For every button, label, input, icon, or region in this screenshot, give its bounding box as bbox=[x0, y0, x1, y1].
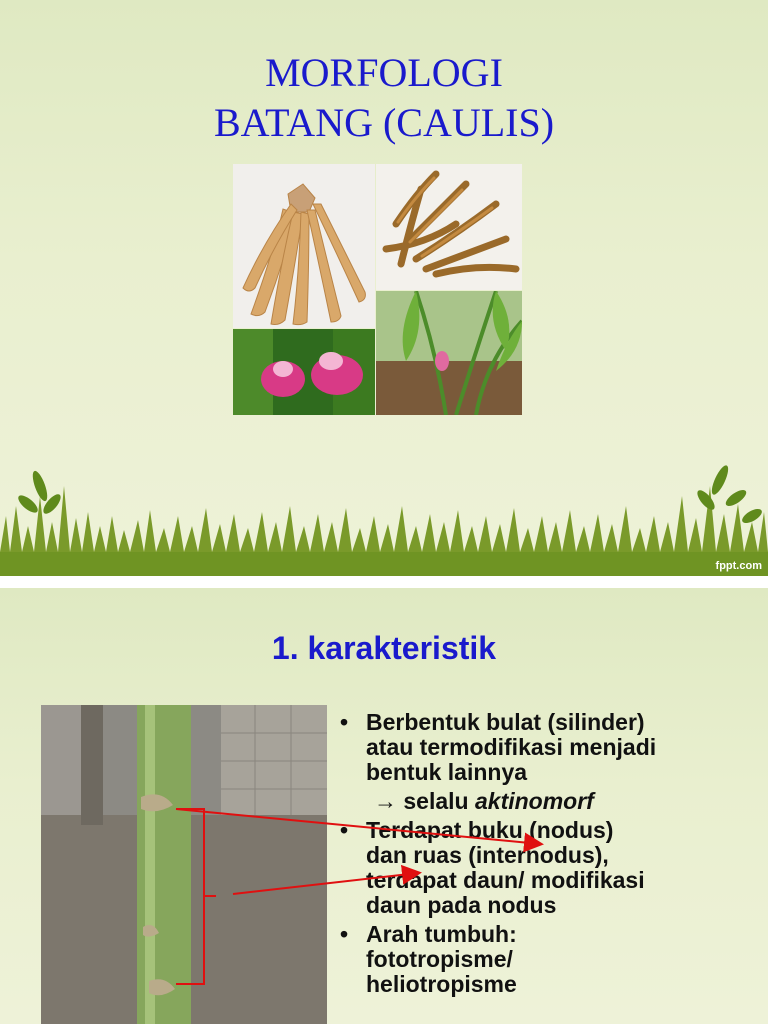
bullet-line: Arah tumbuh: bbox=[366, 921, 517, 947]
bullet-growth bbox=[338, 922, 758, 997]
bullet-line: heliotropisme bbox=[366, 971, 517, 997]
stem-photo bbox=[41, 705, 327, 1024]
grass-decoration bbox=[0, 456, 768, 576]
sub-point bbox=[338, 789, 758, 814]
bullet-line: dan ruas (internodus), bbox=[366, 842, 609, 868]
title-line-2: BATANG (CAULIS) bbox=[213, 100, 555, 145]
slide-title bbox=[0, 48, 768, 148]
title-line-1: MORFOLOGI bbox=[265, 50, 503, 95]
arrow-right-icon: → bbox=[374, 788, 397, 814]
bullet-line: daun pada nodus bbox=[366, 892, 557, 918]
watermark: fppt.com bbox=[715, 560, 762, 572]
bullet-dot: • bbox=[340, 817, 349, 843]
bullet-line: bentuk lainnya bbox=[366, 759, 528, 785]
bullet-line: terdapat daun/ modifikasi bbox=[366, 867, 645, 893]
bullet-shape bbox=[338, 710, 758, 785]
bullet-dot: • bbox=[340, 709, 349, 735]
tuber-photo bbox=[233, 164, 375, 328]
bullet-dot: • bbox=[340, 921, 349, 947]
section-heading: 1. karakteristik bbox=[271, 630, 497, 666]
rhizome-photo bbox=[376, 164, 522, 290]
bullet-list bbox=[338, 710, 758, 1001]
sub-italic: aktinomorf bbox=[474, 788, 594, 814]
bullet-line: fototropisme/ bbox=[366, 946, 513, 972]
bullet-nodes bbox=[338, 818, 758, 918]
flower-photo bbox=[233, 329, 375, 415]
sub-text: selalu bbox=[397, 788, 475, 814]
bullet-line: Berbentuk bulat (silinder) bbox=[366, 709, 645, 735]
bullet-line: atau termodifikasi menjadi bbox=[366, 734, 657, 760]
plant-photo bbox=[376, 291, 522, 415]
slide-2 bbox=[0, 588, 768, 1024]
bullet-line: Terdapat buku (nodus) bbox=[366, 817, 614, 843]
